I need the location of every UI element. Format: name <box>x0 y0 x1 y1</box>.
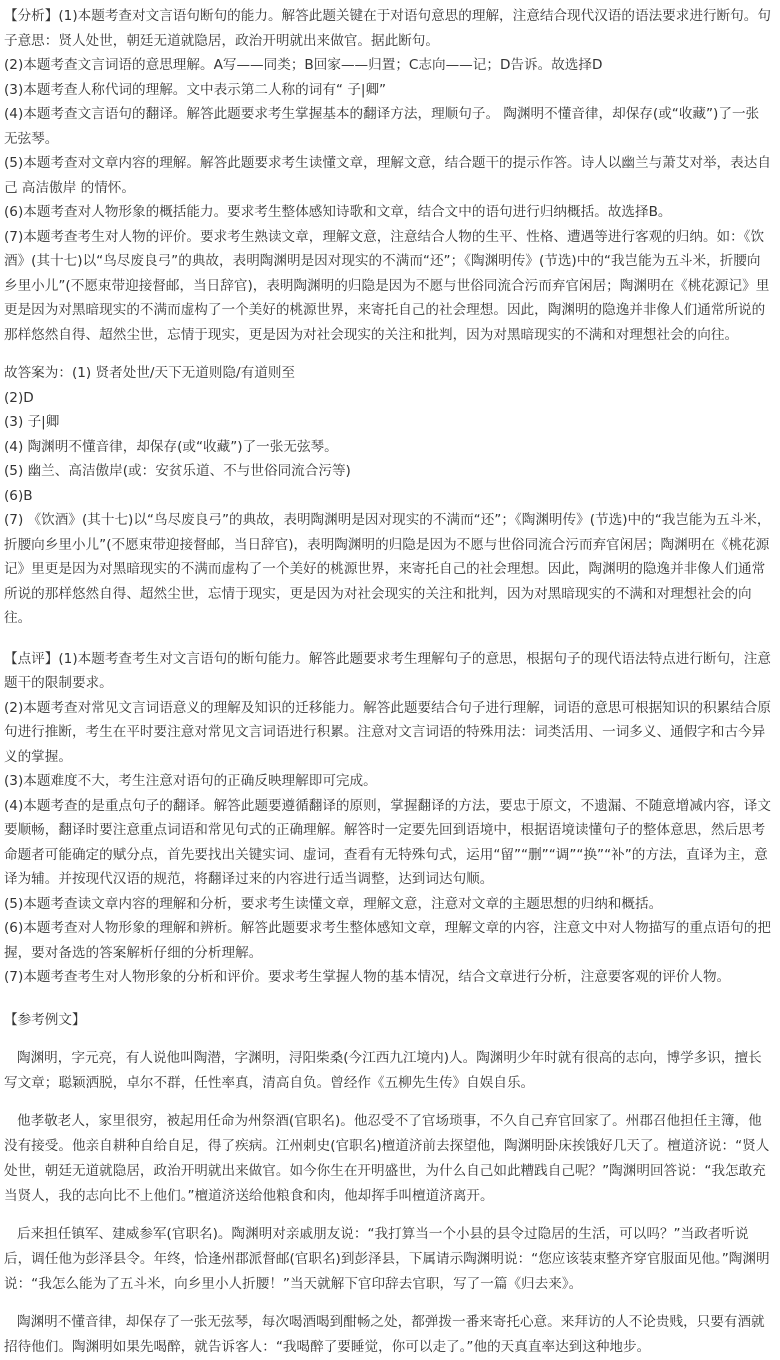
comment-section <box>4 647 772 990</box>
comment-item-4: (4)本题考查的是重点句子的翻译。解答此题要遵循翻译的原则，掌握翻译的方法，要忠于原文，不遗漏、不随意增减内容，译文要顺畅，翻译时要注意重点词语和常见句式的正确理解。解答时一定要先回到语境中，根据语境读懂句子的整体意思，然后思考命题者可能确定的赋分点，首先要找出关键实词、虚词，查看有无特殊句式，运用“留”“删”“调”“换”“补”的方法，直译为主，意译为辅。并按现代汉语的规范，将翻译过来的内容进行适当调整，达到词达句顺。 <box>4 797 771 887</box>
comment-item-5: (5)本题考查读文章内容的理解和分析，要求考生读懂文章，理解文意，注意对文章的主题思想的归纳和概括。 <box>4 895 663 912</box>
comment-item-1: 【点评】(1)本题考查考生对文言语句的断句能力。解答此题要求考生理解句子的意思，根据句子的现代语法特点进行断句，注意题干的限制要求。 <box>4 650 771 691</box>
comment-item-3: (3)本题难度不大，考生注意对语句的正确反映理解即可完成。 <box>4 773 377 789</box>
answer-item-4: (4) 陶渊明不懂音律，却保存(或“收藏”)了一张无弦琴。 <box>4 438 338 455</box>
essay-paragraph-1: 陶渊明，字元亮，有人说他叫陶潜，字渊明，浔阳柴桑(今江西九江境内)人。陶渊明少年时就有很高的志向，博学多识，擅长写文章；聪颖洒脱，卓尔不群，任性率真，清高自负。曾经作《五柳先生传》自娱自乐。 <box>4 1050 762 1091</box>
comment-item-2: (2)本题考查对常见文言词语意义的理解及知识的迁移能力。解答此题要结合句子进行理解，词语的意思可根据知识的积累结合原句进行推断，考生在平时要注意对常见文言词语进行积累。注意对文言词语的特殊用法：词类活用、一词多义、通假字和古今异义的掌握。 <box>4 699 771 765</box>
reference-essay <box>4 1046 772 1360</box>
comment-item-6: (6)本题考查对人物形象的理解和辨析。解答此题要求考生整体感知文章，理解文章的内容，注意文中对人物描写的重点语句的把握，要对备选的答案解析仔细的分析理解。 <box>4 920 771 961</box>
answer-item-1: 故答案为：(1) 贤者处世/天下无道则隐/有道则至 <box>4 365 296 381</box>
essay-paragraph-3: 后来担任镇军、建威参军(官职名)。陶渊明对亲戚朋友说：“我打算当一个小县的县令过隐居的生活，可以吗？”当政者听说后，调任他为彭泽县令。年终，恰逢州郡派督邮(官职名)到彭泽县，下属请示陶渊明说：“您应该装束整齐穿官服面见他。”陶渊明说：“我怎么能为了五斗米，向乡里小人折腰！”当天就解下官印辞去官职，写了一篇《归去来》。 <box>4 1226 770 1292</box>
answer-item-7: (7) 《饮酒》(其十七)以“鸟尽废良弓”的典故，表明陶渊明是因对现实的不满而“还”；《陶渊明传》(节选)中的“我岂能为五斗米，折腰向乡里小儿”(不愿束带迎接督邮，当日辞官)，表明陶渊明的归隐是因为不愿与世俗同流合污而弃官闲居；陶渊明在《桃花源记》里更是因为对黑暗现实的不满而虚构了一个美好的桃源世界，来寄托自己的社会理想。因此，陶渊明的隐逸并非像人们通常所说的那样悠然自得、超然尘世，忘情于现实，更是因为对社会现实的关注和批判，因为对黑暗现实的不满和对理想社会的向往。 <box>4 512 771 626</box>
answers-section <box>4 361 772 631</box>
analysis-item-1: 【分析】(1)本题考查对文言语句断句的能力。解答此题关键在于对语句意思的理解，注意结合现代汉语的语法要求进行断句。句子意思：贤人处世，朝廷无道就隐居，政治开明就出来做官。据此断句。 <box>4 8 771 49</box>
comment-item-7: (7)本题考查考生对人物形象的分析和评价。要求考生掌握人物的基本情况，结合文章进行分析，注意要客观的评价人物。 <box>4 969 731 985</box>
answer-item-3: (3) 子|卿 <box>4 414 60 430</box>
analysis-section <box>4 4 772 347</box>
analysis-item-6: (6)本题考查对人物形象的概括能力。要求考生整体感知诗歌和文章，结合文中的语句进行归纳概括。故选择B。 <box>4 204 672 220</box>
answer-item-5: (5) 幽兰、高洁傲岸(或：安贫乐道、不与世俗同流合污等) <box>4 463 351 479</box>
analysis-item-3: (3)本题考查人称代词的理解。文中表示第二人称的词有“ 子|卿” <box>4 81 387 98</box>
analysis-item-2: (2)本题考查文言词语的意思理解。A写——同类；B回家——归置；C志向——记；D告诉。故选择D <box>4 57 603 73</box>
answer-item-2: (2)D <box>4 389 34 406</box>
reference-heading-block <box>4 1008 772 1033</box>
reference-heading: 【参考例文】 <box>4 1011 86 1028</box>
essay-paragraph-4: 陶渊明不懂音律，却保存了一张无弦琴，每次喝酒喝到酣畅之处，都弹拨一番来寄托心意。来拜访的人不论贵贱，只要有酒就招待他们。陶渊明如果先喝醉，就告诉客人：“我喝醉了要睡觉，你可以走了。”他的天真直率达到这种地步。 <box>4 1314 765 1355</box>
essay-paragraph-2: 他孝敬老人，家里很穷，被起用任命为州祭酒(官职名)。他忍受不了官场琐事，不久自己弃官回家了。州郡召他担任主簿，他没有接受。他亲自耕种自给自足，得了疾病。江州刺史(官职名)檀道济前去探望他，陶渊明卧床挨饿好几天了。檀道济说：“贤人处世，朝廷无道就隐居，政治开明就出来做官。如今你生在开明盛世，为什么自己如此糟践自己呢？”陶渊明回答说：“我怎敢充当贤人，我的志向比不上他们。”檀道济送给他粮食和肉，他却挥手叫檀道济离开。 <box>4 1113 770 1204</box>
analysis-item-5: (5)本题考查对文章内容的理解。解答此题要求考生读懂文章，理解文意，结合题干的提示作答。诗人以幽兰与萧艾对举，表达自己 高洁傲岸 的情怀。 <box>4 155 771 196</box>
answer-item-6: (6)B <box>4 487 33 504</box>
analysis-item-7: (7)本题考查考生对人物的评价。要求考生熟读文章，理解文意，注意结合人物的生平、性格、遭遇等进行客观的归纳。如：《饮酒》(其十七)以“鸟尽废良弓”的典故，表明陶渊明是因对现实的不满而“还”；《陶渊明传》(节选)中的“我岂能为五斗米，折腰向乡里小儿”(不愿束带迎接督邮，当日辞官)，表明陶渊明的归隐是因为不愿与世俗同流合污而弃官闲居；陶渊明在《桃花源记》里更是因为对黑暗现实的不满而虚构了一个美好的桃源世界，来寄托自己的社会理想。因此，陶渊明的隐逸并非像人们通常所说的那样悠然自得、超然尘世，忘情于现实，更是因为对社会现实的关注和批判，因为对黑暗现实的不满和对理想社会的向往。 <box>4 228 770 343</box>
analysis-item-4: (4)本题考查文言语句的翻译。解答此题要求考生掌握基本的翻译方法，理顺句子。 陶渊明不懂音律，却保存(或“收藏”)了一张无弦琴。 <box>4 106 760 147</box>
